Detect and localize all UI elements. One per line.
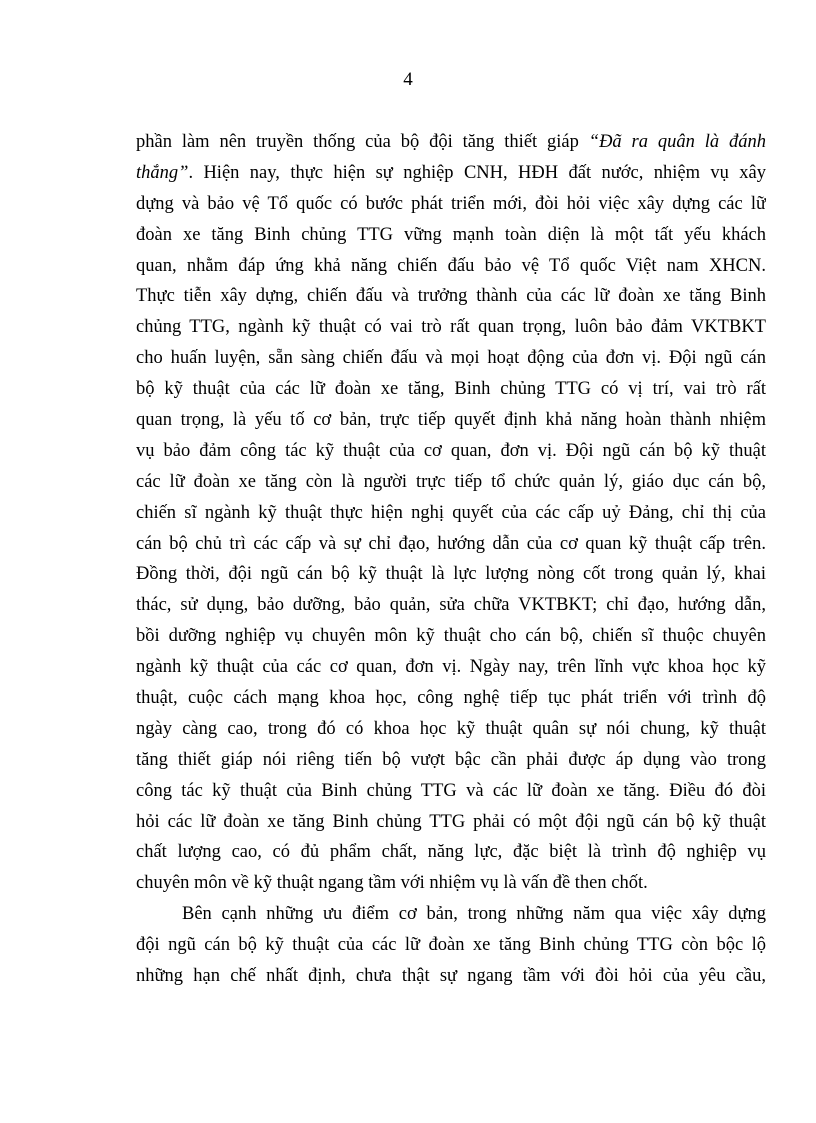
text-line: Bên cạnh những ưu điểm cơ bản, trong những năm qua việc xây dựng [182, 904, 766, 925]
text-line: ngày càng cao, trong đó có khoa học kỹ thuật quân sự nói chung, kỹ thuật [136, 718, 766, 739]
text-line: Đồng thời, đội ngũ cán bộ kỹ thuật là lực lượng nòng cốt trong quản lý, khai [136, 564, 766, 585]
text-line: bồi dưỡng nghiệp vụ chuyên môn kỹ thuật cho cán bộ, chiến sĩ thuộc chuyên [136, 626, 766, 647]
text-run: phần làm nên truyền thống của bộ đội tăng thiết giáp [136, 132, 589, 152]
text-line: những hạn chế nhất định, chưa thật sự ngang tầm với đòi hỏi của yêu cầu, [136, 966, 766, 987]
italic-quote: thắng” [136, 162, 189, 183]
text-line: cho huấn luyện, sẵn sàng chiến đấu và mọi hoạt động của đơn vị. Đội ngũ cán [136, 348, 766, 369]
text-line: đội ngũ cán bộ kỹ thuật của các lữ đoàn xe tăng Binh chủng TTG còn bộc lộ [136, 935, 766, 956]
text-line: thác, sử dụng, bảo dưỡng, bảo quản, sửa chữa VKTBKT; chỉ đạo, hướng dẫn, [136, 595, 766, 616]
text-line: hỏi các lữ đoàn xe tăng Binh chủng TTG phải có một đội ngũ cán bộ kỹ thuật [136, 811, 766, 832]
text-line: công tác kỹ thuật của Binh chủng TTG và các lữ đoàn xe tăng. Điều đó đòi [136, 780, 766, 801]
text-line: tăng thiết giáp nói riêng tiến bộ vượt bậc cần phải được áp dụng vào trong [136, 749, 766, 770]
text-line: ngành kỹ thuật của các cơ quan, đơn vị. Ngày nay, trên lĩnh vực khoa học kỹ [136, 657, 766, 678]
text-line: đoàn xe tăng Binh chủng TTG vững mạnh toàn diện là một tất yếu khách [136, 224, 766, 245]
text-line: vụ bảo đảm công tác kỹ thuật của cơ quan, đơn vị. Đội ngũ cán bộ kỹ thuật [136, 440, 766, 461]
text-line: thuật, cuộc cách mạng khoa học, công nghệ tiếp tục phát triển với trình độ [136, 688, 766, 709]
text-line: các lữ đoàn xe tăng còn là người trực tiếp tổ chức quản lý, giáo dục cán bộ, [136, 471, 766, 492]
page-number: 4 [403, 69, 413, 90]
text-line: quan trọng, là yếu tố cơ bản, trực tiếp quyết định khả năng hoàn thành nhiệm [136, 410, 766, 431]
text-line: quan, nhằm đáp ứng khả năng chiến đấu bảo vệ Tổ quốc Việt nam XHCN. [136, 255, 766, 276]
text-run: . Hiện nay, thực hiện sự nghiệp CNH, HĐH đất nước, nhiệm vụ xây [188, 162, 766, 183]
text-line: cán bộ chủ trì các cấp và sự chỉ đạo, hướng dẫn của cơ quan kỹ thuật cấp trên. [136, 533, 766, 554]
text-line: bộ kỹ thuật của các lữ đoàn xe tăng, Binh chủng TTG có vị trí, vai trò rất [136, 379, 766, 400]
text-line [136, 127, 766, 158]
text-line: chất lượng cao, có đủ phẩm chất, năng lực, đặc biệt là trình độ nghiệp vụ [136, 842, 766, 863]
italic-quote: “Đã ra quân là đánh [588, 132, 766, 152]
text-line: chiến sĩ ngành kỹ thuật thực hiện nghị quyết của các cấp uỷ Đảng, chỉ thị của [136, 502, 766, 523]
body-text [136, 127, 766, 992]
text-line [136, 158, 766, 189]
text-line: chủng TTG, ngành kỹ thuật có vai trò rất quan trọng, luôn bảo đảm VKTBKT [136, 317, 766, 338]
text-line: Thực tiễn xây dựng, chiến đấu và trưởng thành của các lữ đoàn xe tăng Binh [136, 286, 766, 307]
text-line: dựng và bảo vệ Tổ quốc có bước phát triển mới, đòi hỏi việc xây dựng các lữ [136, 193, 766, 214]
text-line: chuyên môn về kỹ thuật ngang tầm với nhiệm vụ là vấn đề then chốt. [136, 873, 648, 894]
